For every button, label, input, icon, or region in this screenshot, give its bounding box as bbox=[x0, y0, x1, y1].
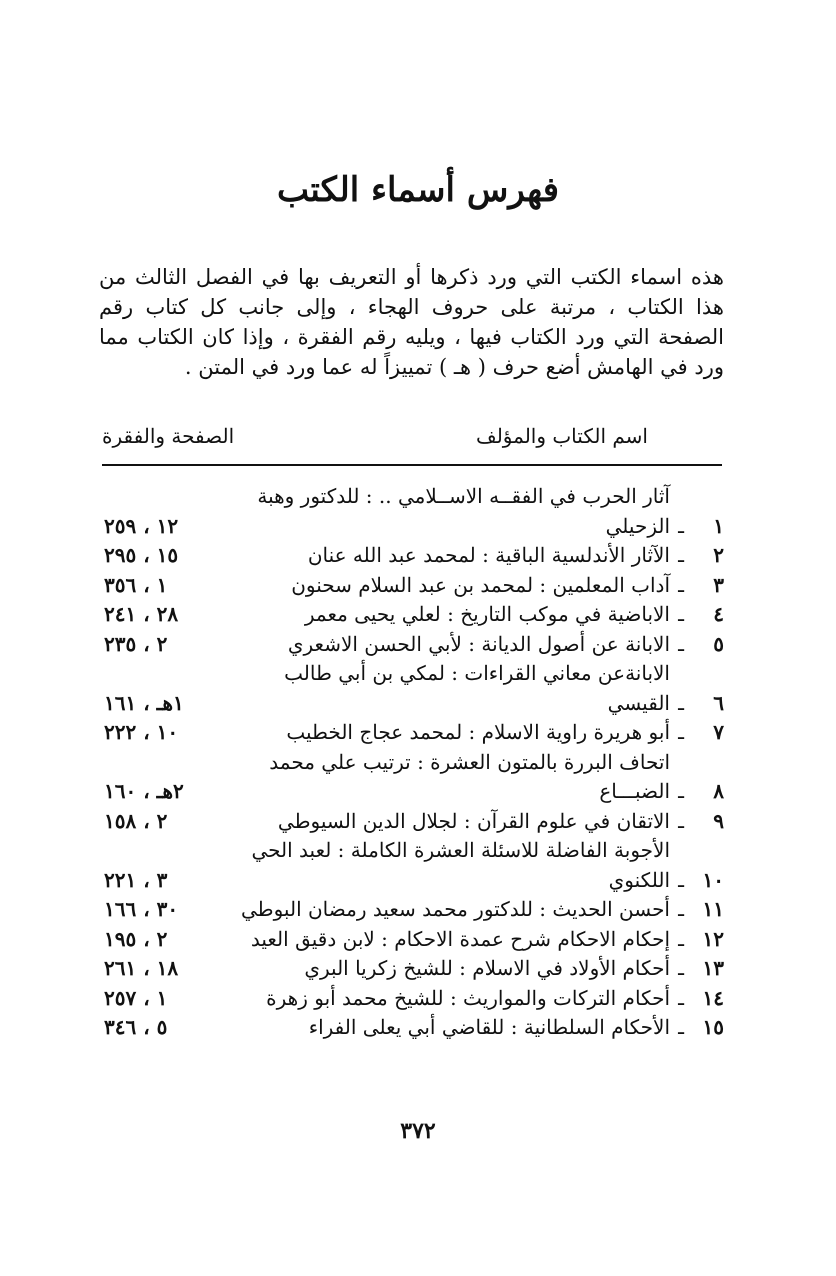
header-divider bbox=[102, 464, 722, 466]
entry-page-paragraph: ٣ ، ٢٢١ bbox=[104, 867, 168, 892]
entry-number: ٧ bbox=[713, 720, 724, 744]
entry-title-author: أحكام الأولاد في الاسلام : للشيخ زكريا البري bbox=[304, 956, 670, 980]
index-entry: ٤ ـ الاباضية في موكب التاريخ : لعلي يحيى معمر ٢٨ ، ٢٤١ bbox=[104, 600, 724, 630]
entry-title-author: أحكام التركات والمواريث : للشيخ محمد أبو زهرة bbox=[266, 985, 670, 1010]
entry-title-author: اتحاف البررة بالمتون العشرة : ترتيب علي محمد الضبـــاع bbox=[269, 749, 670, 803]
index-entry: ١ ـ آثار الحرب في الفقــه الاســلامي .. : للدكتور وهبة الزحيلي ١٢ ، ٢٥٩ bbox=[104, 482, 724, 541]
index-entry: ٣ ـ آداب المعلمين : لمحمد بن عبد السلام سحنون ١ ، ٣٥٦ bbox=[104, 571, 724, 601]
index-entry: ١٤ ـ أحكام التركات والمواريث : للشيخ محمد أبو زهرة ١ ، ٢٥٧ bbox=[104, 984, 724, 1014]
index-entry: ٧ ـ أبو هريرة راوية الاسلام : لمحمد عجاج الخطيب ١٠ ، ٢٢٢ bbox=[104, 718, 724, 748]
entry-page-paragraph: ٥ ، ٣٤٦ bbox=[104, 1015, 168, 1039]
entry-page-paragraph: ٢هـ ، ١٦٠ bbox=[104, 779, 184, 803]
entry-page-paragraph: ٢ ، ١٩٥ bbox=[104, 926, 168, 951]
entry-title-author: أحسن الحديث : للدكتور محمد سعيد رمضان البوطي bbox=[241, 897, 670, 921]
entry-page-paragraph: ٢ ، ١٥٨ bbox=[104, 808, 168, 833]
entry-title-author: الأجوبة الفاضلة للاسئلة العشرة الكاملة : لعبد الحي اللكنوي bbox=[251, 838, 670, 892]
entry-number: ٢ bbox=[713, 543, 724, 567]
intro-paragraph: هذه اسماء الكتب التي ورد ذكرها أو التعريف بها في الفصل الثالث من هذا الكتاب ، مرتبة على حروف الهجاء ، وإلى جانب كل كتاب رقم الصفحة التي ورد الكتاب فيها ، ويليه رقم الفقرة ، وإذا كان الكتاب مما ورد في الهامش أضع حرف ( هـ ) تمييزاً له عما ورد في المتن . bbox=[99, 265, 724, 379]
index-entry: ١٢ ـ إحكام الاحكام شرح عمدة الاحكام : لابن دقيق العيد ٢ ، ١٩٥ bbox=[104, 925, 724, 955]
index-entry: ١٣ ـ أحكام الأولاد في الاسلام : للشيخ زكريا البري ١٨ ، ٢٦١ bbox=[104, 954, 724, 984]
entry-number: ١٥ bbox=[702, 1015, 724, 1039]
index-entry: ٦ ـ الابانةعن معاني القراءات : لمكي بن أبي طالب القيسي ١هـ ، ١٦١ bbox=[104, 659, 724, 718]
entry-title-author: الابانةعن معاني القراءات : لمكي بن أبي طالب القيسي bbox=[284, 661, 670, 715]
entry-title-author: الاتقان في علوم القرآن : لجلال الدين السيوطي bbox=[277, 808, 670, 833]
entry-number: ٤ bbox=[713, 602, 724, 626]
page-number: ٣٧٢ bbox=[400, 1118, 436, 1144]
index-entry: ٨ ـ اتحاف البررة بالمتون العشرة : ترتيب علي محمد الضبـــاع ٢هـ ، ١٦٠ bbox=[104, 748, 724, 807]
entry-page-paragraph: ٣٠ ، ١٦٦ bbox=[104, 897, 179, 921]
entry-number: ١ bbox=[713, 513, 724, 538]
entry-title-author: الآثار الأندلسية الباقية : لمحمد عبد الله عنان bbox=[307, 543, 670, 567]
entry-title-author: الاباضية في موكب التاريخ : لعلي يحيى معمر bbox=[304, 602, 670, 626]
entry-page-paragraph: ١ ، ٢٥٧ bbox=[104, 985, 168, 1010]
entry-page-paragraph: ١ ، ٣٥٦ bbox=[104, 572, 168, 597]
entry-title-author: الابانة عن أصول الديانة : لأبي الحسن الاشعري bbox=[287, 631, 670, 656]
index-entry: ٥ ـ الابانة عن أصول الديانة : لأبي الحسن الاشعري ٢ ، ٢٣٥ bbox=[104, 630, 724, 660]
entry-page-paragraph: ١٠ ، ٢٢٢ bbox=[104, 720, 179, 744]
index-entry: ٩ ـ الاتقان في علوم القرآن : لجلال الدين السيوطي ٢ ، ١٥٨ bbox=[104, 807, 724, 837]
index-entry: ١٥ ـ الأحكام السلطانية : للقاضي أبي يعلى الفراء ٥ ، ٣٤٦ bbox=[104, 1013, 724, 1043]
entry-title-author: آثار الحرب في الفقــه الاســلامي .. : للدكتور وهبة الزحيلي bbox=[257, 484, 670, 538]
entry-number: ١٠ bbox=[702, 867, 724, 892]
entry-number: ١٣ bbox=[702, 956, 724, 980]
entry-number: ١٤ bbox=[702, 985, 724, 1010]
entry-number: ٦ bbox=[713, 690, 724, 715]
column-header-book-author: اسم الكتاب والمؤلف bbox=[476, 424, 648, 448]
entry-page-paragraph: ١هـ ، ١٦١ bbox=[104, 690, 184, 715]
entry-number: ١٢ bbox=[702, 926, 724, 951]
entry-number: ٨ bbox=[713, 779, 724, 803]
entry-title-author: إحكام الاحكام شرح عمدة الاحكام : لابن دقيق العيد bbox=[250, 926, 670, 951]
book-index-list bbox=[104, 482, 724, 1043]
entry-title-author: الأحكام السلطانية : للقاضي أبي يعلى الفراء bbox=[308, 1015, 670, 1039]
index-entry: ٢ ـ الآثار الأندلسية الباقية : لمحمد عبد الله عنان ١٥ ، ٢٩٥ bbox=[104, 541, 724, 571]
column-header-page-paragraph: الصفحة والفقرة bbox=[102, 424, 235, 448]
entry-title-author: أبو هريرة راوية الاسلام : لمحمد عجاج الخطيب bbox=[286, 720, 670, 744]
entry-number: ٩ bbox=[713, 808, 724, 833]
entry-number: ٥ bbox=[713, 631, 724, 656]
index-entry: ١٠ ـ الأجوبة الفاضلة للاسئلة العشرة الكاملة : لعبد الحي اللكنوي ٣ ، ٢٢١ bbox=[104, 836, 724, 895]
entry-page-paragraph: ٢ ، ٢٣٥ bbox=[104, 631, 168, 656]
entry-page-paragraph: ١٨ ، ٢٦١ bbox=[104, 956, 179, 980]
page-title: فهرس أسماء الكتب bbox=[276, 170, 560, 210]
entry-number: ٣ bbox=[713, 572, 724, 597]
entry-number: ١١ bbox=[702, 897, 724, 921]
entry-title-author: آداب المعلمين : لمحمد بن عبد السلام سحنون bbox=[291, 572, 670, 597]
entry-page-paragraph: ٢٨ ، ٢٤١ bbox=[104, 602, 179, 626]
entry-page-paragraph: ١٥ ، ٢٩٥ bbox=[104, 543, 179, 567]
index-entry: ١١ ـ أحسن الحديث : للدكتور محمد سعيد رمضان البوطي ٣٠ ، ١٦٦ bbox=[104, 895, 724, 925]
entry-page-paragraph: ١٢ ، ٢٥٩ bbox=[104, 513, 179, 538]
